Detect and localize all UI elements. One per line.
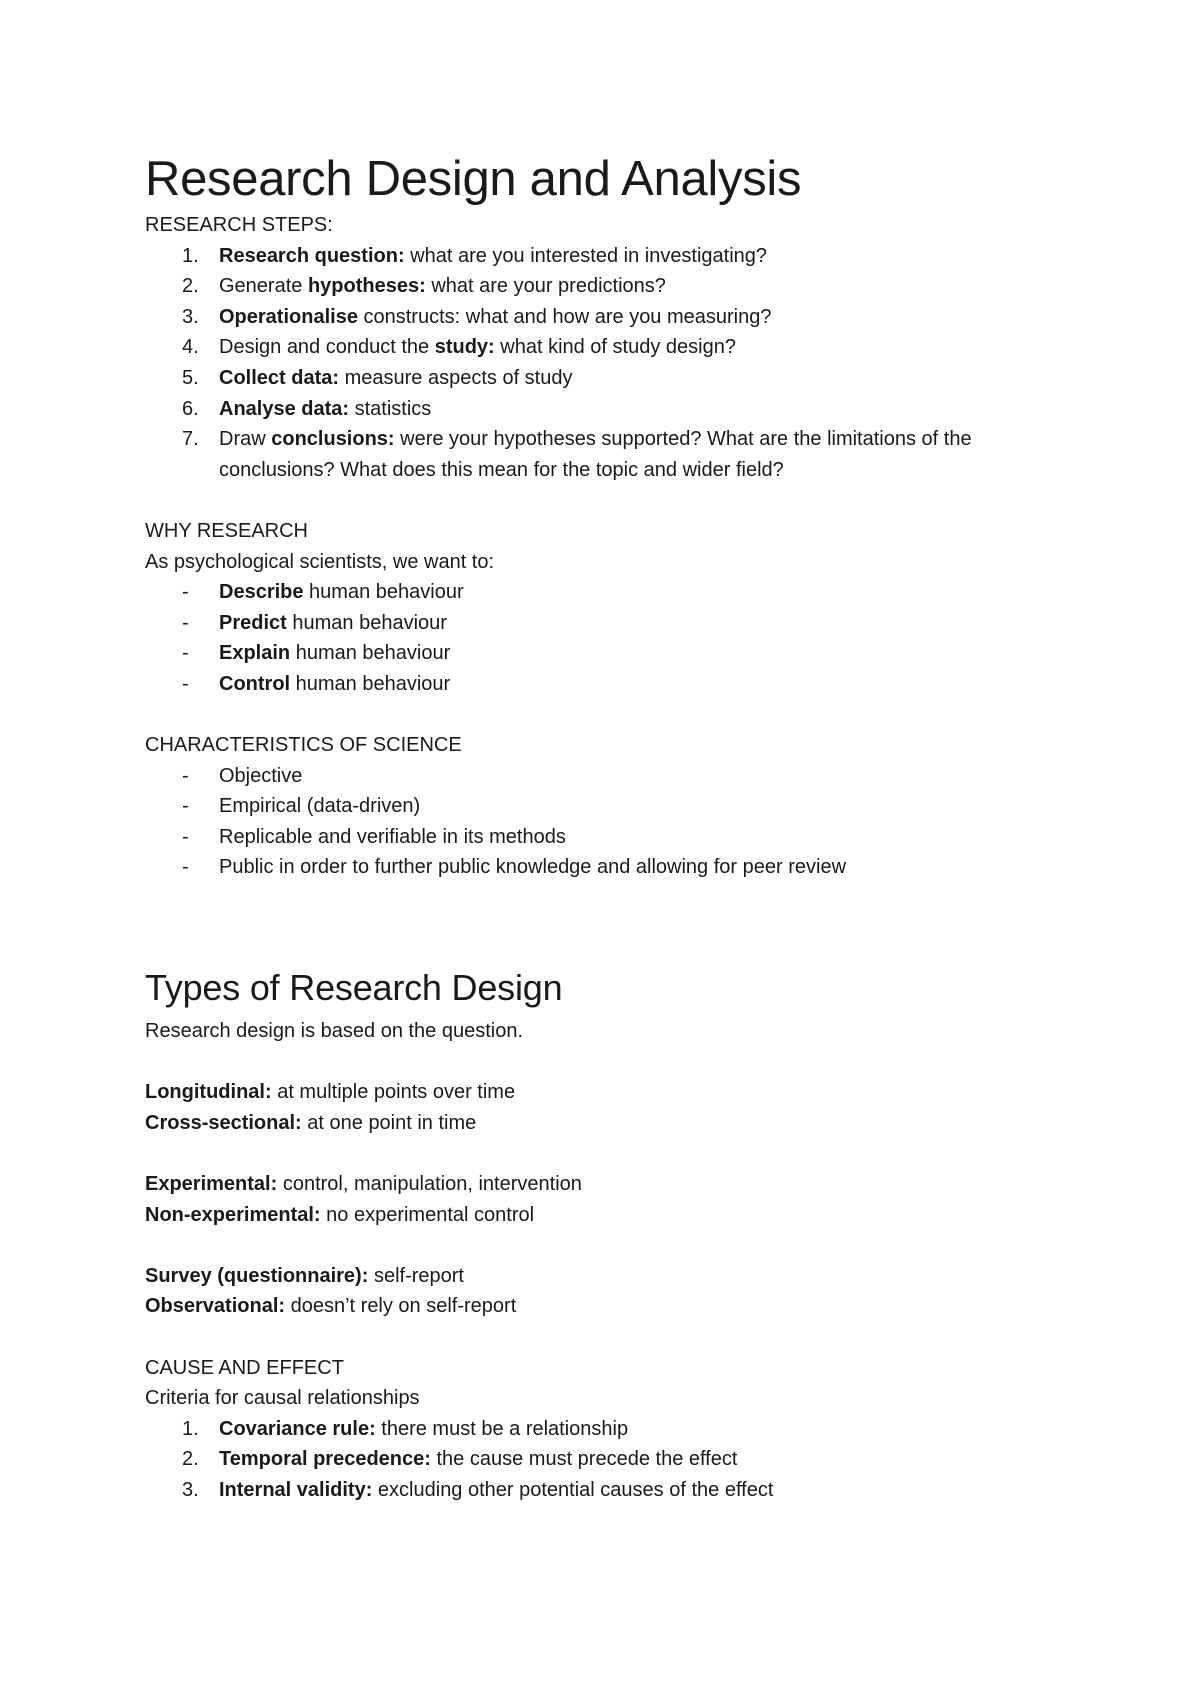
list-item: - Control human behaviour <box>145 669 1065 700</box>
list-item: - Empirical (data-driven) <box>145 791 1065 822</box>
why-research-intro: As psychological scientists, we want to: <box>145 550 495 573</box>
dash-marker: - <box>182 672 189 695</box>
list-item: 7. Draw conclusions: were your hypotheses supported? What are the limitations of the conclusions? What does this mean for the topic and wider field? <box>145 424 1065 485</box>
definition-line: Observational: doesn’t rely on self-report <box>145 1295 517 1318</box>
list-item: - Predict human behaviour <box>145 608 1065 639</box>
why-research-heading: WHY RESEARCH <box>145 519 308 542</box>
dash-marker: - <box>182 856 189 879</box>
dash-marker: - <box>182 764 189 787</box>
list-item: 2. Temporal precedence: the cause must precede the effect <box>145 1444 1065 1475</box>
list-number: 2. <box>182 275 199 298</box>
characteristics-heading: CHARACTERISTICS OF SCIENCE <box>145 734 462 757</box>
dash-marker: - <box>182 825 189 848</box>
list-number: 3. <box>182 1478 199 1501</box>
list-number: 1. <box>182 244 199 267</box>
definition-line: Non-experimental: no experimental control <box>145 1203 535 1226</box>
definition-line: Survey (questionnaire): self-report <box>145 1264 464 1287</box>
dash-marker: - <box>182 581 189 604</box>
cause-effect-intro: Criteria for causal relationships <box>145 1387 420 1410</box>
list-item: - Public in order to further public knowledge and allowing for peer review <box>145 852 1065 883</box>
list-item: 1. Research question: what are you interested in investigating? <box>145 241 1065 272</box>
definition-line: Longitudinal: at multiple points over time <box>145 1081 516 1104</box>
research-steps-list <box>145 241 1065 486</box>
list-number: 4. <box>182 336 199 359</box>
cause-effect-list <box>145 1414 1065 1506</box>
cause-effect-heading: CAUSE AND EFFECT <box>145 1356 344 1379</box>
why-research-list <box>145 577 1065 699</box>
list-number: 7. <box>182 428 199 451</box>
list-item: 4. Design and conduct the study: what kind of study design? <box>145 332 1065 363</box>
list-item: - Describe human behaviour <box>145 577 1065 608</box>
list-number: 1. <box>182 1417 199 1440</box>
list-number: 6. <box>182 397 199 420</box>
list-item: 3. Operationalise constructs: what and how are you measuring? <box>145 302 1065 333</box>
list-item: - Replicable and verifiable in its methods <box>145 822 1065 853</box>
dash-marker: - <box>182 642 189 665</box>
list-number: 5. <box>182 366 199 389</box>
list-item: 2. Generate hypotheses: what are your predictions? <box>145 271 1065 302</box>
dash-marker: - <box>182 795 189 818</box>
list-item: - Objective <box>145 761 1065 792</box>
dash-marker: - <box>182 611 189 634</box>
list-number: 3. <box>182 305 199 328</box>
types-intro: Research design is based on the question. <box>145 1020 524 1043</box>
characteristics-list <box>145 761 1065 883</box>
list-item: 6. Analyse data: statistics <box>145 394 1065 425</box>
page-title: Research Design and Analysis <box>145 152 802 206</box>
document-page <box>145 148 1065 1506</box>
research-steps-heading: RESEARCH STEPS: <box>145 214 333 236</box>
list-item: 1. Covariance rule: there must be a relationship <box>145 1414 1065 1445</box>
definition-line: Cross-sectional: at one point in time <box>145 1111 477 1134</box>
list-item: 3. Internal validity: excluding other potential causes of the effect <box>145 1475 1065 1506</box>
list-number: 2. <box>182 1448 199 1471</box>
list-item: - Explain human behaviour <box>145 638 1065 669</box>
section-title: Types of Research Design <box>145 967 563 1009</box>
definition-line: Experimental: control, manipulation, intervention <box>145 1173 582 1196</box>
list-item: 5. Collect data: measure aspects of study <box>145 363 1065 394</box>
